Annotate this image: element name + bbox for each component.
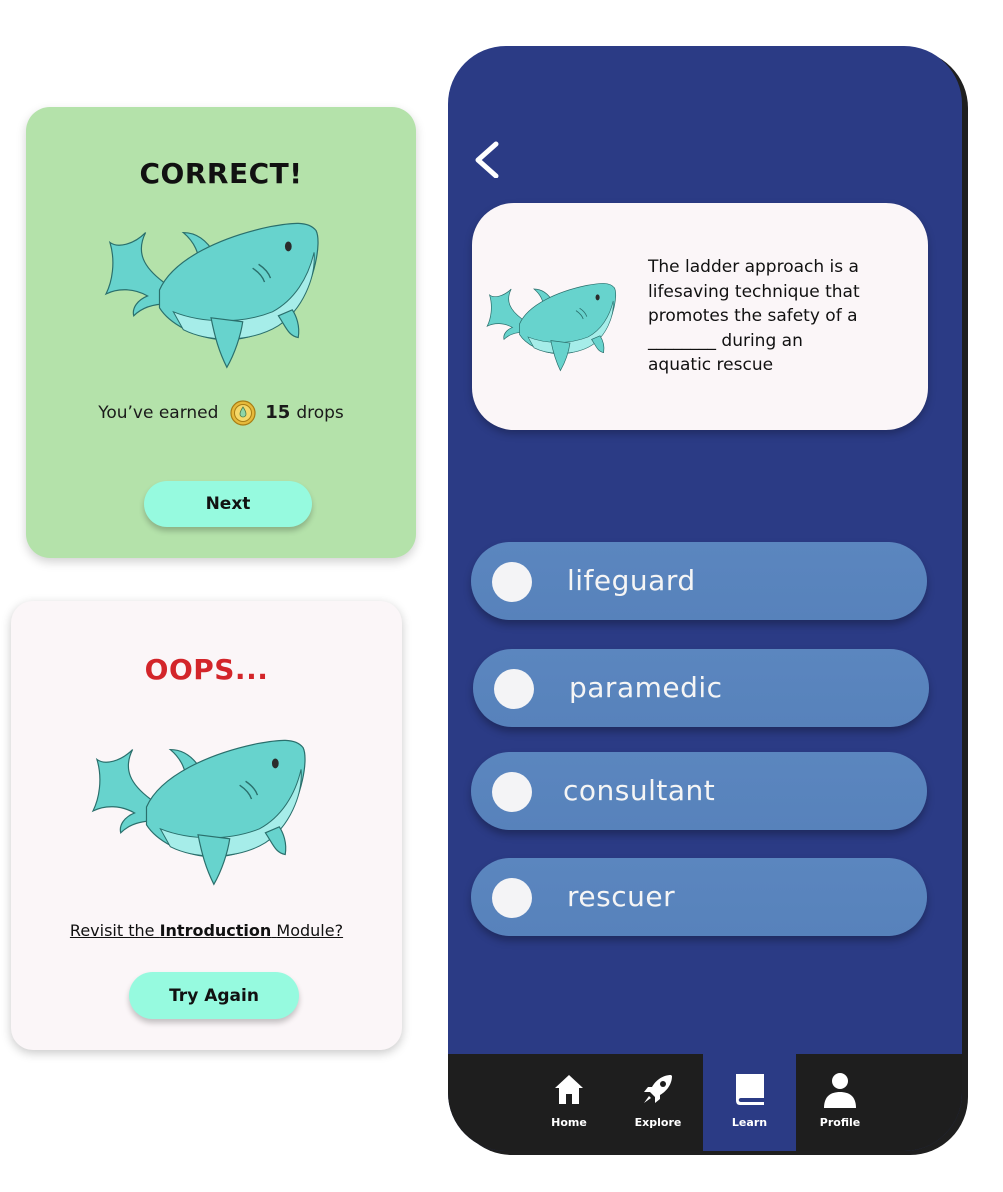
correct-title: CORRECT! (139, 157, 303, 190)
nav-home[interactable] (524, 1054, 614, 1151)
answer-option-rescuer[interactable] (471, 858, 927, 936)
next-button[interactable]: Next (144, 481, 312, 527)
shark-illustration (104, 212, 322, 372)
answer-label: rescuer (567, 880, 676, 913)
radio-button[interactable] (492, 562, 532, 602)
earned-text (26, 400, 416, 426)
nav-label: Explore (634, 1116, 682, 1129)
answer-option-consultant[interactable] (471, 752, 927, 830)
drop-coin-icon (230, 400, 256, 426)
earned-amount: 15 (265, 402, 291, 423)
answer-label: consultant (563, 774, 716, 807)
nav-label: Learn (731, 1116, 768, 1129)
question-line: lifesaving technique that (648, 281, 860, 302)
answer-label: paramedic (569, 671, 723, 704)
phone-screen (448, 46, 962, 1151)
revisit-suffix: Module? (276, 921, 344, 940)
radio-button[interactable] (494, 669, 534, 709)
revisit-module-name: Introduction (159, 921, 272, 940)
nav-learn[interactable] (703, 1054, 796, 1151)
radio-button[interactable] (492, 772, 532, 812)
bottom-nav (448, 1054, 962, 1151)
book-icon (733, 1072, 767, 1106)
nav-profile[interactable] (795, 1054, 885, 1151)
shark-illustration (91, 729, 309, 889)
nav-label: Profile (819, 1116, 861, 1129)
question-line: promotes the safety of a (648, 306, 858, 326)
shark-illustration (486, 275, 618, 375)
try-again-button[interactable]: Try Again (129, 972, 299, 1019)
back-chevron-icon[interactable] (466, 138, 506, 178)
question-text (648, 255, 898, 378)
question-line: ________ during an (648, 330, 803, 351)
answer-option-paramedic[interactable] (473, 649, 929, 727)
revisit-prefix: Revisit the (69, 921, 155, 940)
nav-explore[interactable] (613, 1054, 703, 1151)
rocket-icon (641, 1072, 675, 1106)
oops-card (11, 601, 402, 1050)
correct-card (26, 107, 416, 558)
home-icon (554, 1072, 584, 1106)
question-card (472, 203, 928, 430)
nav-label: Home (551, 1116, 587, 1129)
profile-icon (822, 1072, 858, 1110)
earned-unit: drops (296, 403, 344, 423)
answer-label: lifeguard (567, 564, 696, 597)
earned-prefix: You’ve earned (98, 403, 219, 423)
question-line: The ladder approach is a (648, 257, 859, 277)
revisit-module-link[interactable] (11, 921, 402, 940)
answer-option-lifeguard[interactable] (471, 542, 927, 620)
radio-button[interactable] (492, 878, 532, 918)
question-line: aquatic rescue (648, 355, 774, 375)
oops-title: OOPS... (144, 653, 269, 686)
